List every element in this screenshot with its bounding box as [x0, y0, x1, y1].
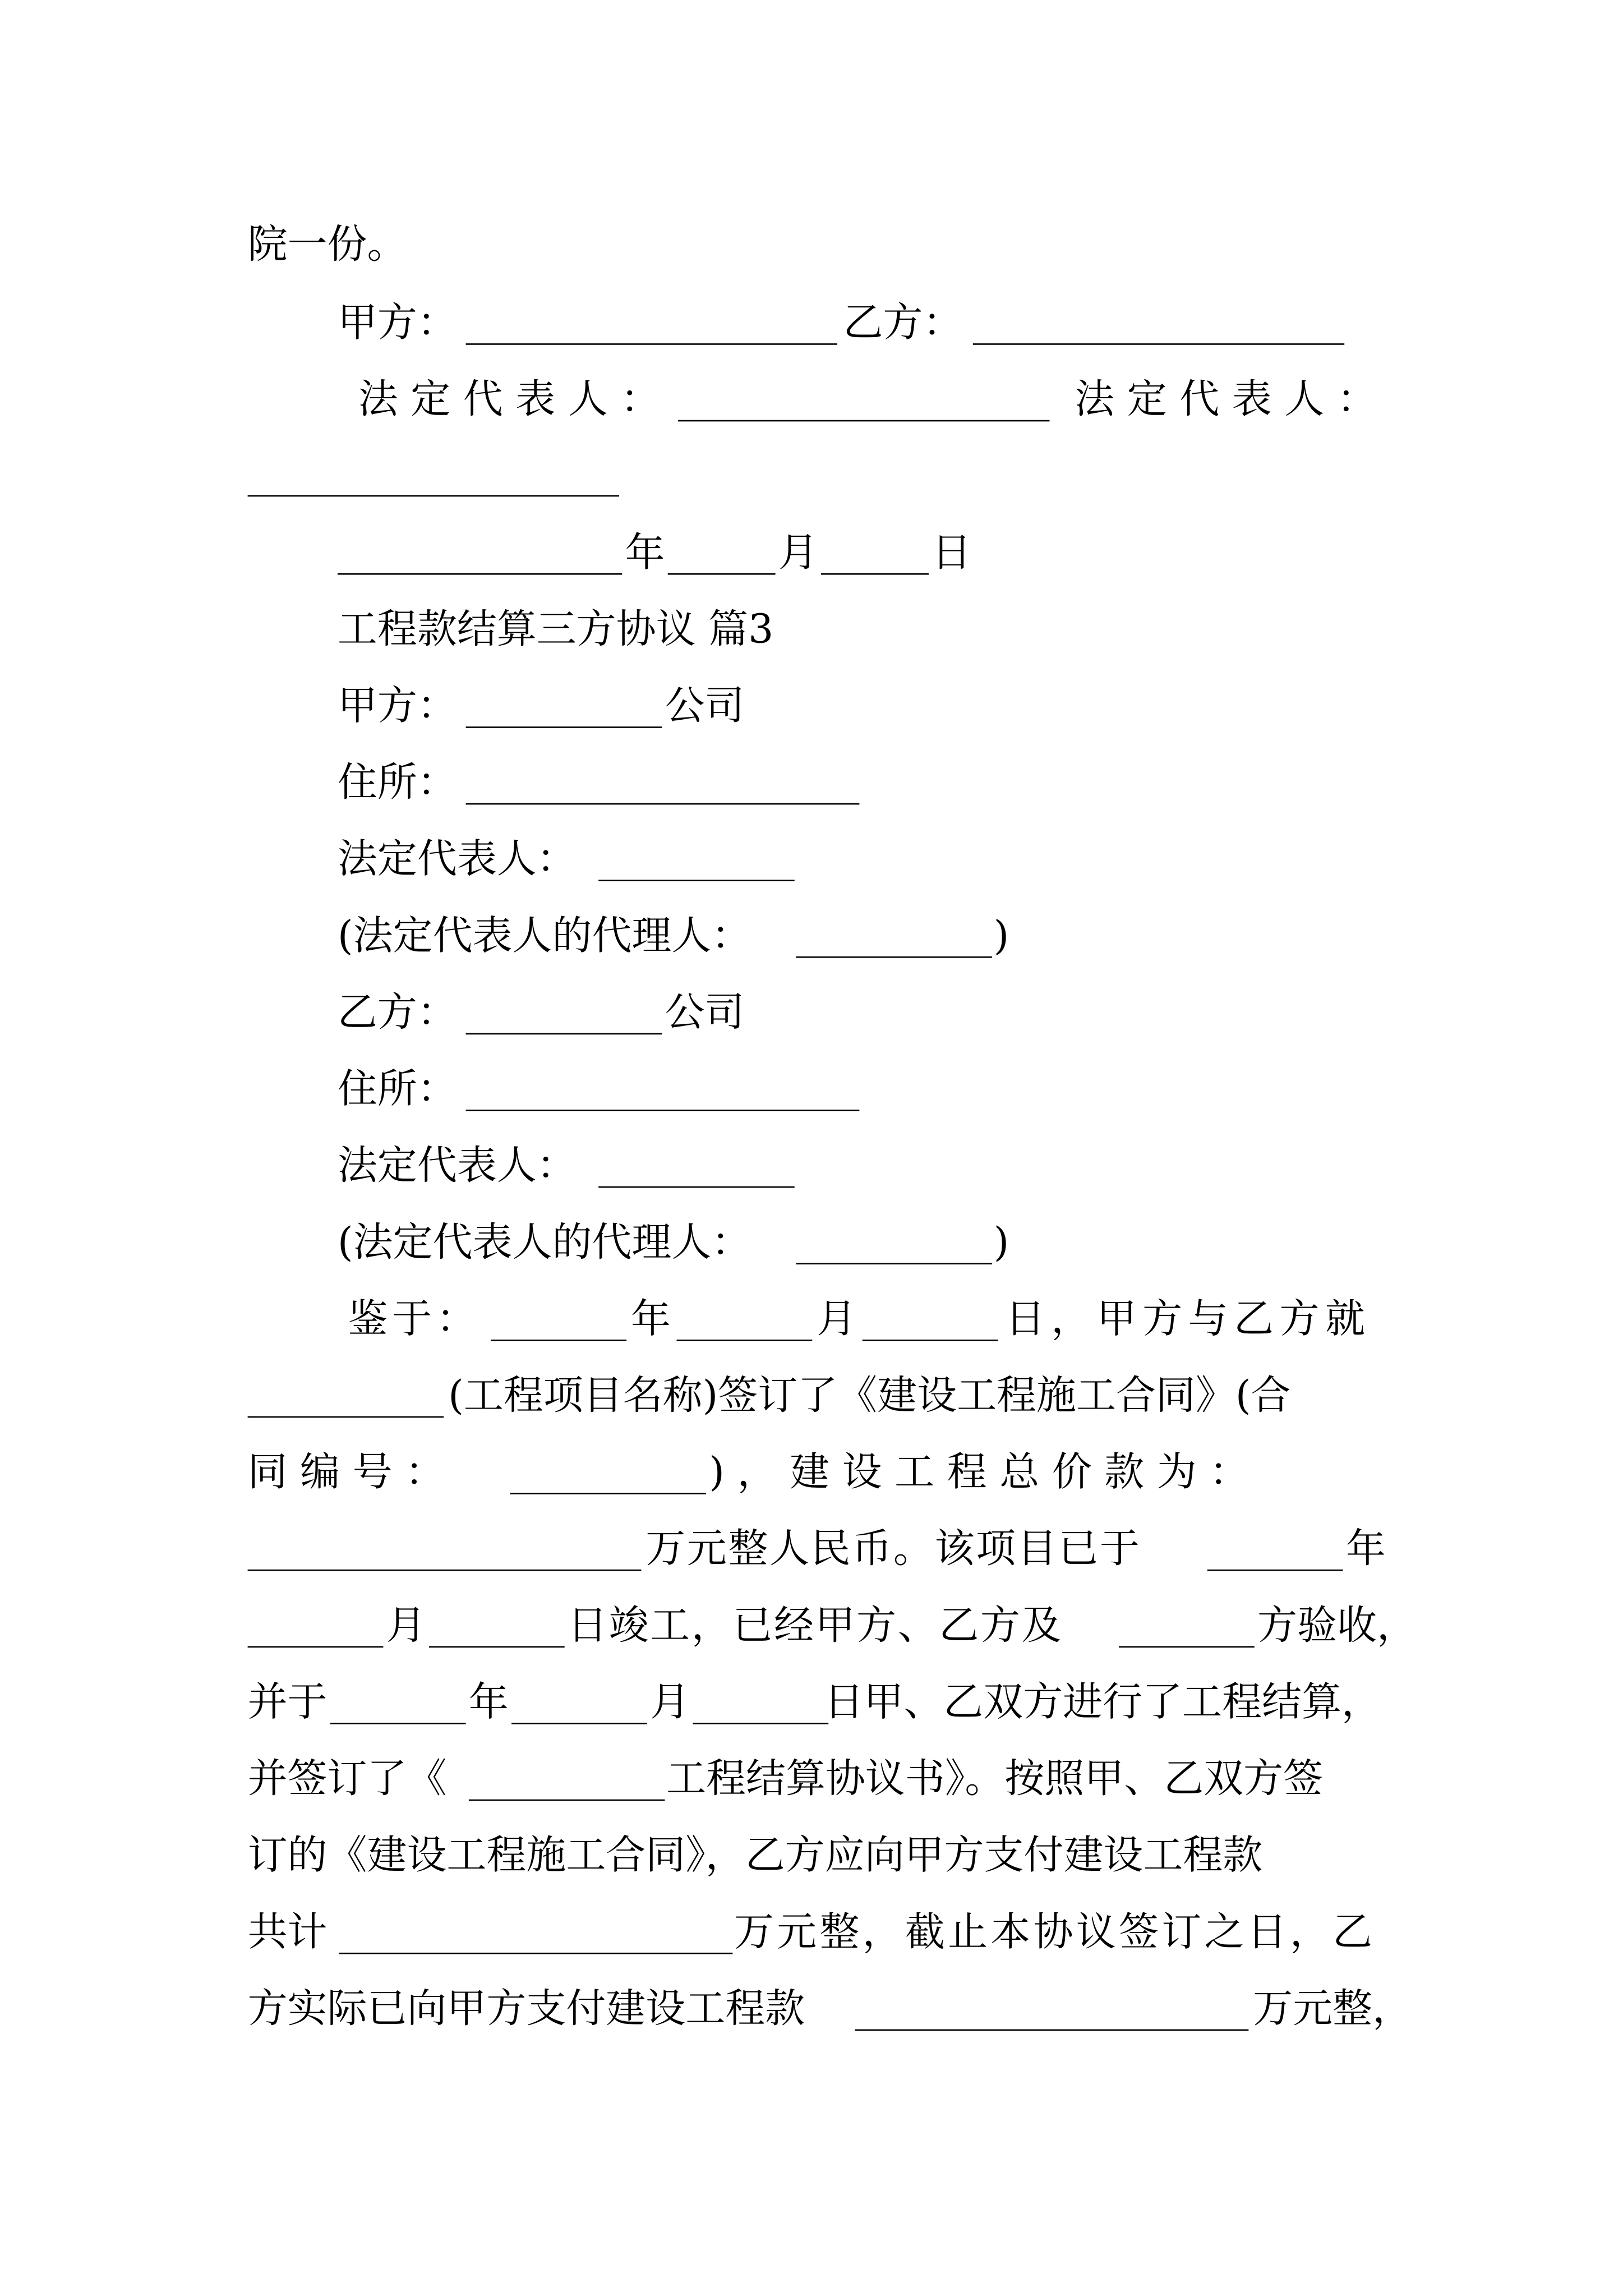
party-b-label: 乙方： — [337, 990, 457, 1036]
text: 万元整， — [1253, 1986, 1413, 2032]
party-a-label: 甲方： — [337, 300, 457, 347]
blank-field[interactable] — [466, 1033, 662, 1035]
blank-field[interactable] — [466, 726, 662, 728]
blank-field[interactable] — [676, 1340, 812, 1341]
blank-field[interactable] — [466, 343, 837, 345]
year-label: 年 — [1345, 1526, 1386, 1573]
blank-field[interactable] — [598, 880, 795, 881]
company-label: 公司 — [665, 990, 745, 1036]
legal-rep-label: 法 定 代 表 人 ： — [358, 377, 661, 423]
blank-field[interactable] — [466, 1110, 860, 1111]
year-label: 年 — [468, 1680, 509, 1726]
text: 日，甲方与乙方就 — [1005, 1296, 1371, 1343]
blank-field[interactable] — [248, 1570, 642, 1571]
text-line — [0, 1448, 1623, 1498]
blank-field[interactable] — [693, 1723, 828, 1724]
party-a-line — [0, 682, 1623, 732]
blank-field[interactable] — [339, 1953, 733, 1954]
blank-field[interactable] — [678, 420, 1049, 422]
month-label: 月 — [778, 530, 818, 577]
blank-field[interactable] — [1207, 1570, 1343, 1571]
text: 并签订了《 — [247, 1756, 447, 1802]
blank-field[interactable] — [855, 2030, 1249, 2031]
blank-field[interactable] — [1119, 1646, 1255, 1648]
blank-field[interactable] — [248, 495, 619, 497]
text: ) ， 建 设 工 程 总 价 款 为 ： — [709, 1450, 1249, 1496]
text: 万元整，截止本协议签订之日，乙 — [734, 1910, 1376, 1956]
text-line — [0, 1908, 1623, 1958]
blank-field[interactable] — [821, 573, 929, 575]
year-label: 年 — [630, 1296, 671, 1343]
signature-line-representatives — [0, 376, 1623, 426]
month-label: 月 — [650, 1680, 690, 1726]
blank-field[interactable] — [491, 1340, 626, 1341]
address-label: 住所： — [337, 1067, 457, 1113]
blank-field[interactable] — [330, 1723, 466, 1724]
text: 日甲、乙双方进行了工程结算， — [824, 1680, 1381, 1726]
agent-label: (法定代表人的代理人： — [337, 1220, 751, 1266]
text-line — [0, 221, 1623, 271]
blank-field[interactable] — [429, 1646, 565, 1648]
blank-field[interactable] — [973, 343, 1344, 345]
blank-field[interactable] — [511, 1723, 647, 1724]
text: 万元整人民币。该项目已于 — [645, 1526, 1141, 1573]
signature-line-parties — [0, 299, 1623, 349]
text: 订的《建设工程施工合同》，乙方应向甲方支付建设工程款 — [247, 1833, 1263, 1879]
text: 并于 — [247, 1680, 328, 1726]
section-heading — [0, 606, 1623, 656]
text: 共计 — [247, 1910, 328, 1956]
text: (工程项目名称)签订了《建设工程施工合同》(合 — [448, 1373, 1291, 1419]
text-line — [0, 1985, 1623, 2035]
paren-close: ) — [993, 913, 1009, 960]
text: 院一份。 — [247, 222, 407, 269]
agent-label: (法定代表人的代理人： — [337, 913, 751, 960]
legal-rep-line — [0, 1142, 1623, 1192]
agent-line — [0, 1219, 1623, 1269]
text-line — [0, 1678, 1623, 1728]
month-label: 月 — [386, 1603, 426, 1649]
text-line — [0, 1525, 1623, 1575]
legal-rep-label: 法 定 代 表 人 ： — [1075, 377, 1377, 423]
date-line — [0, 529, 1623, 579]
text: 同 编 号 ： — [247, 1450, 445, 1496]
agent-line — [0, 912, 1623, 962]
section-title: 工程款结算三方协议 篇3 — [337, 607, 774, 653]
address-label: 住所： — [337, 760, 457, 807]
party-b-label: 乙方： — [843, 300, 963, 347]
blank-field[interactable] — [338, 573, 622, 575]
text-line — [0, 1755, 1623, 1805]
blank-field[interactable] — [510, 1493, 706, 1494]
company-label: 公司 — [665, 683, 745, 730]
text-line — [0, 1832, 1623, 1881]
month-label: 月 — [817, 1296, 857, 1343]
day-label: 日 — [932, 530, 972, 577]
text: 日竣工，已经甲方、乙方及 — [567, 1603, 1063, 1649]
blank-field[interactable] — [466, 803, 860, 805]
text: 方实际已向甲方支付建设工程款 — [247, 1986, 805, 2032]
text: 工程结算协议书》。按照甲、乙双方签 — [666, 1756, 1324, 1802]
blank-field[interactable] — [796, 956, 992, 958]
blank-field[interactable] — [248, 1646, 384, 1648]
text: 方验收， — [1257, 1603, 1417, 1649]
legal-rep-label: 法定代表人： — [337, 1143, 577, 1190]
blank-field[interactable] — [796, 1263, 992, 1264]
blank-field[interactable] — [469, 1800, 665, 1801]
blank-field[interactable] — [248, 1416, 444, 1418]
legal-rep-line — [0, 836, 1623, 886]
year-label: 年 — [625, 530, 665, 577]
paren-close: ) — [993, 1220, 1009, 1266]
blank-field[interactable] — [668, 573, 776, 575]
address-line — [0, 1065, 1623, 1115]
text-line — [0, 1602, 1623, 1652]
party-a-label: 甲方： — [337, 683, 457, 730]
text-line — [0, 1372, 1623, 1422]
blank-field[interactable] — [863, 1340, 998, 1341]
party-b-line — [0, 989, 1623, 1039]
blank-line — [0, 451, 1623, 501]
text-line — [0, 1295, 1623, 1345]
text: 鉴于： — [348, 1296, 481, 1343]
legal-rep-label: 法定代表人： — [337, 837, 577, 883]
address-line — [0, 759, 1623, 809]
blank-field[interactable] — [598, 1186, 795, 1188]
